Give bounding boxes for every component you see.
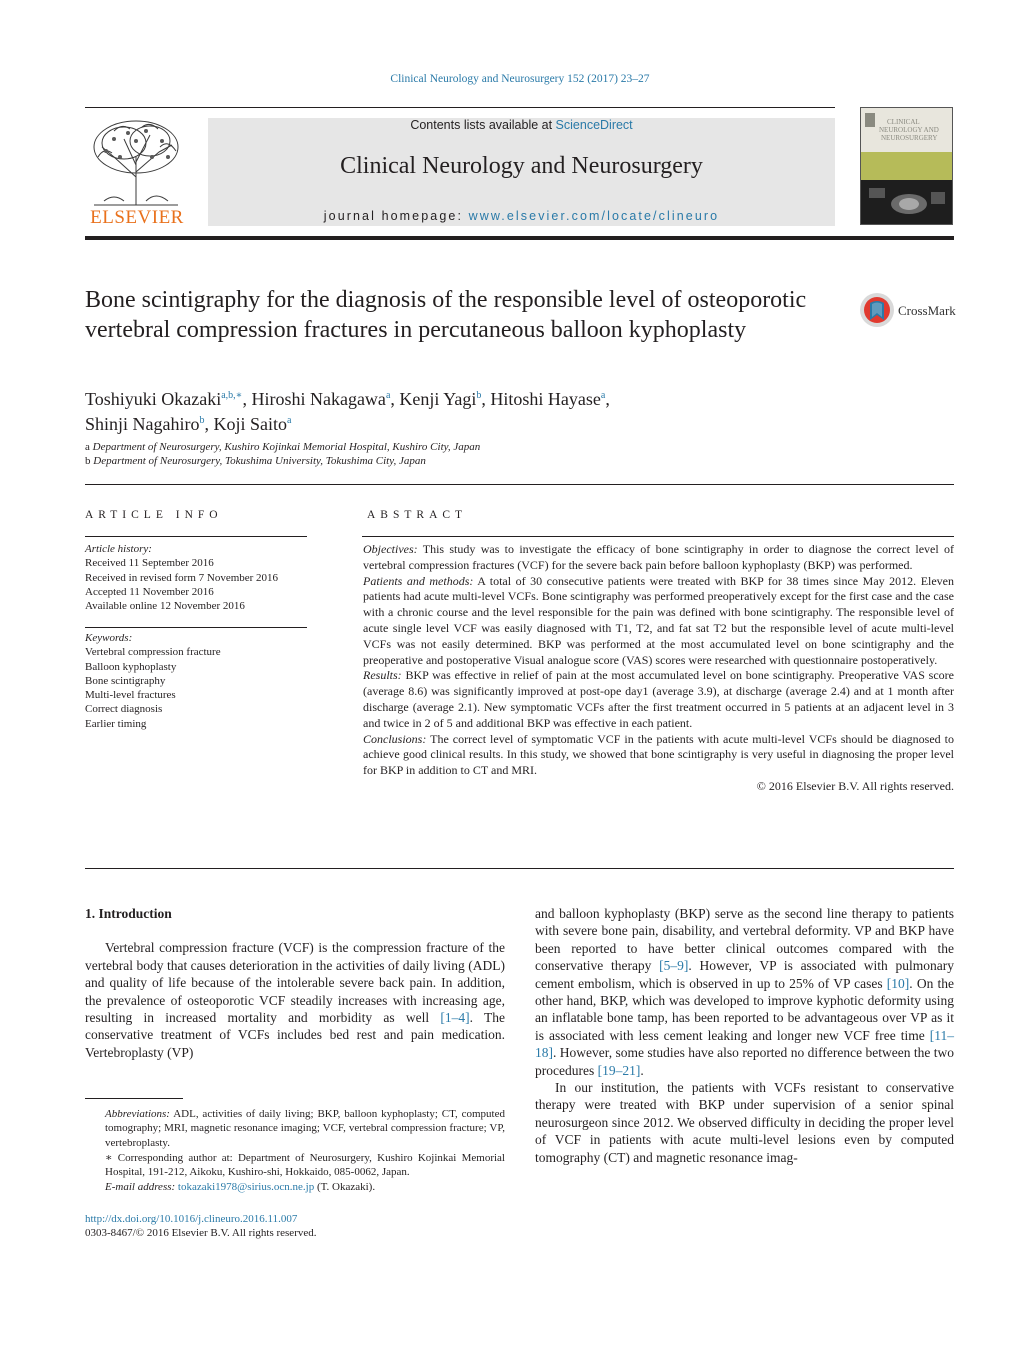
keyword: Multi-level fractures bbox=[85, 689, 176, 702]
history-item: Received 11 September 2016 bbox=[85, 557, 214, 570]
affiliation-a: a Department of Neurosurgery, Kushiro Kojinkai Memorial Hospital, Kushiro City, Japan bbox=[85, 441, 481, 453]
affiliation-b: b Department of Neurosurgery, Tokushima University, Tokushima City, Japan bbox=[85, 455, 426, 467]
homepage-line bbox=[208, 209, 835, 223]
corresponding-author-footnote: ∗ Corresponding author at: Department of Neurosurgery, Kushiro Kojinkai Memorial Hospital, 191-212, Aikoku, Kushiro-shi, Hokkaido, 085-0062, Japan. bbox=[105, 1151, 505, 1179]
author[interactable]: Toshiyuki Okazaki$^{a,b,∗}$ bbox=[85, 389, 243, 409]
keyword: Vertebral compression fracture bbox=[85, 646, 221, 659]
journal-reference[interactable]: Clinical Neurology and Neurosurgery 152 (2017) 23–27 bbox=[390, 73, 650, 85]
intro-paragraph-1: Vertebral compression fracture (VCF) is the compression fracture of the vertebral body that causes deterioration in the activities of daily living (ADL) and quality of life because of the intolerable severe back pain. In addition, the prevalence of osteoporotic VCF steadily increases with increasing age, resulting in increased mortality and morbidity as well [1–4]. The conservative treatment of VCFs includes bed rest and pain medication. Vertebroplasty (VP) bbox=[85, 940, 506, 1060]
author[interactable]: Koji Saito$^a$ bbox=[213, 414, 292, 434]
cover-image-icon bbox=[861, 108, 953, 225]
keywords bbox=[85, 631, 307, 731]
author-list: Toshiyuki Okazaki$^{a,b,∗}$, Hiroshi Nakagawa$^a$, Kenji Yagi$^b$, Hitoshi Hayase$^a$, Shinji Nagahiro$^b$, Koji Saito$^a$ bbox=[85, 389, 610, 434]
email-link[interactable]: tokazaki1978@sirius.ocn.ne.jp bbox=[177, 1181, 315, 1194]
abstract-objectives: Objectives: This study was to investigate the efficacy of bone scintigraphy in order to diagnose the correct level of vertebral compression fractures (VCF) for the severe back pain before balloon kyphoplasty (BKP) was performed. bbox=[363, 542, 954, 572]
keyword: Earlier timing bbox=[85, 717, 147, 730]
citation-link[interactable]: [19–21] bbox=[597, 1062, 641, 1078]
header-top-rule bbox=[85, 107, 835, 108]
body-column-right bbox=[535, 905, 954, 1166]
abstract-rule bbox=[362, 536, 954, 537]
journal-name: Clinical Neurology and Neurosurgery bbox=[340, 153, 703, 179]
email-footnote: E-mail address: tokazaki1978@sirius.ocn.ne.jp (T. Okazaki). bbox=[105, 1181, 376, 1194]
section-rule bbox=[85, 868, 954, 869]
article-history bbox=[85, 542, 307, 613]
keywords-label: Keywords: bbox=[85, 632, 133, 644]
intro-paragraph-1-continued: and balloon kyphoplasty (BKP) serve as the second line therapy to patients with severe bone pain, disability, and vertebral deformity. VP and BKP have been reported to have better clinical outcomes compared with the conservative therapy [5–9]. However, VP is associated with pulmonary cement embolism, which is observed in up to 25% of VP cases [10]. On the other hand, BKP, which was developed to improve kyphotic deformity using an inflatable bone tamp, has been reported to be advantageous over VP as it is associated with less cement leaking and longer new VCF free time [11–18]. However, some studies have also reported no difference between the two procedures [19–21]. bbox=[535, 906, 954, 1078]
contents-prefix: Contents lists available at bbox=[410, 118, 556, 132]
introduction-heading: 1. Introduction bbox=[85, 906, 172, 921]
elsevier-wordmark: ELSEVIER bbox=[90, 207, 184, 228]
cover-title-line-3: NEUROSURGERY bbox=[881, 134, 938, 142]
elsevier-tree-icon bbox=[84, 117, 188, 207]
crossmark-label: CrossMark bbox=[898, 303, 956, 318]
history-item: Accepted 11 November 2016 bbox=[85, 585, 214, 598]
keyword: Balloon kyphoplasty bbox=[85, 660, 177, 673]
keyword: Correct diagnosis bbox=[85, 703, 163, 716]
doi-link[interactable]: http://dx.doi.org/10.1016/j.clineuro.2016.11.007 bbox=[85, 1213, 298, 1225]
crossmark-icon bbox=[859, 290, 959, 330]
article-info-rule bbox=[85, 536, 307, 537]
citation-link[interactable]: [11–18] bbox=[535, 1027, 954, 1061]
doi-block bbox=[85, 1212, 317, 1241]
author[interactable]: Kenji Yagi$^b$ bbox=[399, 389, 482, 409]
crossmark-badge[interactable] bbox=[859, 290, 959, 330]
cover-title-line-1: CLINICAL bbox=[887, 118, 920, 126]
footnotes bbox=[85, 1107, 505, 1196]
header-thick-rule bbox=[85, 236, 954, 240]
abstract-heading: ABSTRACT bbox=[367, 509, 468, 521]
abstract-body bbox=[363, 542, 954, 795]
body-column-left bbox=[85, 905, 505, 1061]
abstract-copyright: © 2016 Elsevier B.V. All rights reserved. bbox=[756, 778, 954, 793]
affiliations bbox=[85, 440, 480, 468]
journal-cover-thumbnail[interactable] bbox=[860, 107, 953, 225]
author[interactable]: Shinji Nagahiro$^b$ bbox=[85, 414, 205, 434]
citation-link[interactable]: [10] bbox=[886, 975, 910, 991]
citation-link[interactable]: [5–9] bbox=[659, 958, 689, 974]
citation-link[interactable]: [1–4] bbox=[440, 1010, 470, 1026]
history-label: Article history: bbox=[85, 543, 152, 555]
homepage-link[interactable]: www.elsevier.com/locate/clineuro bbox=[468, 209, 720, 223]
homepage-prefix: journal homepage: bbox=[323, 209, 469, 223]
keyword: Bone scintigraphy bbox=[85, 674, 166, 687]
author[interactable]: Hitoshi Hayase$^a$ bbox=[490, 389, 606, 409]
article-title: Bone scintigraphy for the diagnosis of the responsible level of osteoporotic vertebral compression fractures in percutaneous balloon kyphoplasty bbox=[85, 287, 807, 343]
footnote-rule bbox=[85, 1098, 183, 1099]
abbreviations-footnote: Abbreviations: ADL, activities of daily living; BKP, balloon kyphoplasty; CT, computed tomography; MRI, magnetic resonance imaging; VCF, vertebral compression fracture; VP, vertebroplasty. bbox=[105, 1108, 505, 1149]
abstract-conclusions: Conclusions: The correct level of symptomatic VCF in the patients with acute multi-level VCFs should be diagnosed to achieve good clinical results. In this study, we showed that bone scintigraphy is very useful in diagnosing the proper level for BKP in addition to CT and MRI. bbox=[363, 731, 954, 778]
contents-line bbox=[208, 118, 835, 132]
history-item: Available online 12 November 2016 bbox=[85, 600, 245, 613]
article-info-heading: ARTICLE INFO bbox=[85, 509, 223, 521]
author[interactable]: Hiroshi Nakagawa$^a$ bbox=[251, 389, 391, 409]
cover-title-line-2: NEUROLOGY AND bbox=[879, 126, 939, 134]
intro-paragraph-2: In our institution, the patients with VCFs resistant to conservative therapy were treated with BKP under supervision of a senior spinal neurosurgeon since 2012. We observed difficulty in deciding the proper level of VCF in patients with acute multi-level lesions even by computed tomography (CT) and magnetic resonance imag- bbox=[535, 1080, 954, 1165]
section-rule bbox=[85, 484, 954, 485]
history-item: Received in revised form 7 November 2016 bbox=[85, 571, 279, 584]
issn-line: 0303-8467/© 2016 Elsevier B.V. All rights reserved. bbox=[85, 1227, 317, 1240]
article-info-rule bbox=[85, 627, 307, 628]
abstract-results: Results: BKP was effective in relief of pain at the most accumulated level on bone scintigraphy. Preoperative VAS score (average 8.6) was significantly improved at post-ope day1 (average 3.9), at discharge (average 2.4) and at 1 month after discharge (average 2.1). New symptomatic VCFs after the first treatment occurred in 5 patients at an adjacent level in 3 and twice in 2 of 5 and additional BKP was effective in each patient. bbox=[363, 668, 954, 730]
abstract-methods: Patients and methods: A total of 30 consecutive patients were treated with BKP for 38 times since May 2012. Eleven patients had acute multi-level VCFs. Bone scintigraphy was performed preoperatively except for the first case and the case with a chronic course and the level responsible for the pain was defined with bone scintigraphy. The responsible level of acute single level VCF was easily diagnosed with T1, T2, and fat sat T2 but the responsible level of acute multi-level VCFs was not easily determined. BKP was performed at the most accumulated level on bone scintigraphy and the preoperative and postoperative Visual analogue score (VAS) scores were researched with questionnaire postoperatively. bbox=[363, 573, 955, 667]
sciencedirect-link[interactable]: ScienceDirect bbox=[555, 118, 633, 132]
